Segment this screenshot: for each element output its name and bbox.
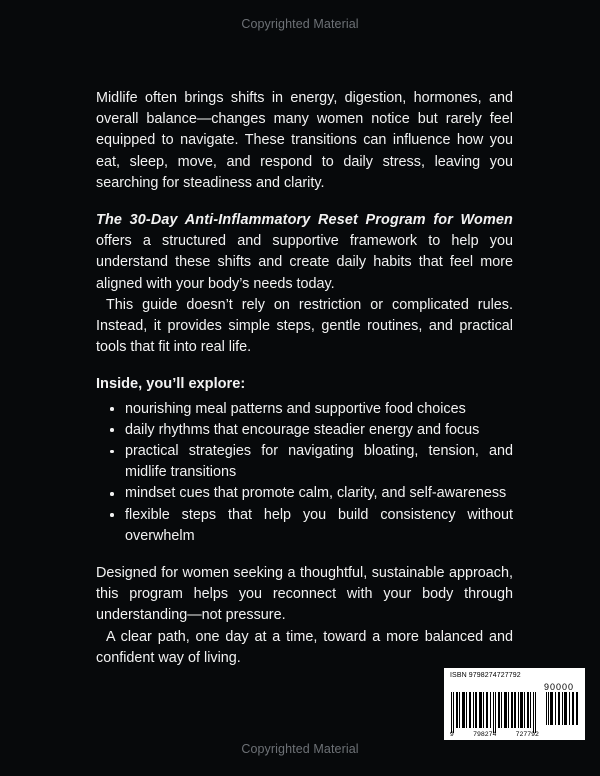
list-item [96,420,513,441]
blurb-paragraph-5: A clear path, one day at a time, toward a more balanced and confident way of living. [96,628,513,666]
list-item-label: mindset cues that promote calm, clarity, and self-awareness [125,485,507,502]
blurb-paragraph-4: Designed for women seeking a thoughtful, sustainable approach, this program helps you reconnect with your body through understanding—not pressure. [96,565,513,624]
barcode-addon-label: 90000 [543,682,574,692]
bullet-icon [110,513,114,517]
barcode-bars-main [450,692,539,733]
spacer [96,194,513,210]
barcode-bars-addon [546,692,579,725]
barcode-digit-right: 727792 [515,731,539,738]
book-title: The 30-Day Anti-Inflammatory Reset Program for Women [96,212,513,229]
spacer [96,358,513,374]
barcode-digit-middle: 798274 [473,731,497,738]
barcode-bars [450,692,579,733]
list-item [96,505,513,547]
blurb-paragraph-1: Midlife often brings shifts in energy, digestion, hormones, and overall balance—changes many women notice but rarely feel equipped to navigate. These transitions can influence how you eat, sleep, move, and respond to daily stress, leaving you searching for steadiness and clarity. [96,90,513,191]
barcode-digits [450,731,539,738]
bullet-icon [110,407,114,411]
list-item-label: nourishing meal patterns and supportive food choices [125,400,466,417]
isbn-label: ISBN 9798274727792 [450,672,521,679]
bullet-icon [110,492,114,496]
copyright-watermark-bottom: Copyrighted Material [241,742,359,756]
list-item [96,483,513,504]
list-item [96,441,513,483]
bullet-icon [110,450,114,454]
blurb-paragraph-3: This guide doesn’t rely on restriction or complicated rules. Instead, it provides simple steps, gentle routines, and practical tools that fit into real life. [96,296,513,356]
list-item-label: daily rhythms that encourage steadier energy and focus [125,421,480,438]
blurb-paragraph-2-rest: offers a structured and supportive framework to help you understand these shifts and create daily habits that feel more aligned with your body’s needs today. [96,233,513,292]
back-cover-blurb [96,88,513,669]
spacer [96,547,513,563]
list-item [96,399,513,420]
copyright-watermark-top: Copyrighted Material [241,17,359,31]
inside-section-heading: Inside, you’ll explore: [96,376,246,393]
isbn-barcode [444,668,585,740]
barcode-digit-left: 9 [450,731,454,738]
blurb-paragraph-2 [96,210,513,295]
list-item-label: practical strategies for navigating bloating, tension, and midlife transitions [125,443,513,481]
feature-list [96,399,513,547]
bullet-icon [110,428,114,432]
list-item-label: flexible steps that help you build consistency without overwhelm [125,506,513,544]
